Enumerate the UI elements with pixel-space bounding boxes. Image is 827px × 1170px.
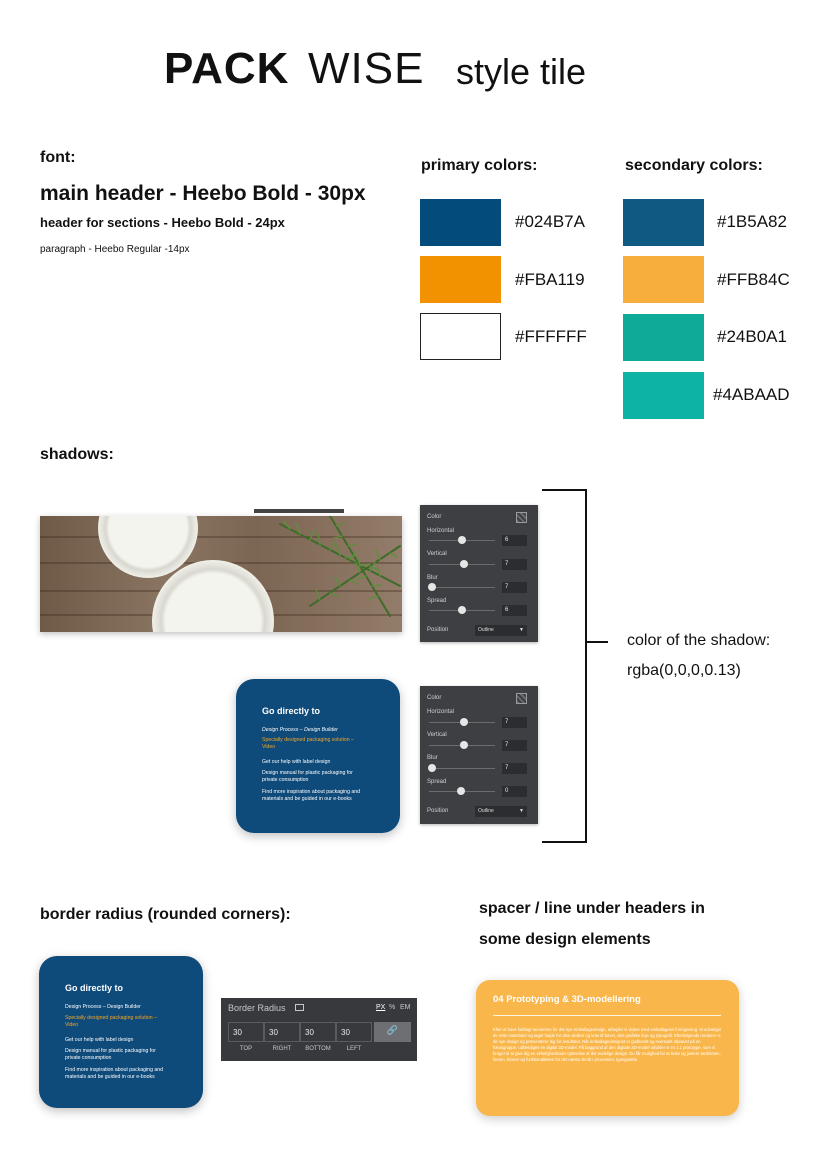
- unit-px-button[interactable]: PX: [376, 1004, 386, 1011]
- blur-label: Blur: [427, 575, 438, 581]
- card-link-highlight[interactable]: Video: [65, 1022, 79, 1028]
- border-radius-control: [221, 998, 417, 1061]
- card-link-highlight[interactable]: Specially designed packaging solution –: [262, 737, 354, 743]
- spread-input[interactable]: 0: [502, 786, 527, 797]
- radius-bottom-input[interactable]: 30: [300, 1022, 336, 1042]
- blur-slider-handle[interactable]: [428, 583, 436, 591]
- position-label: Position: [427, 627, 449, 633]
- spread-input[interactable]: 6: [502, 605, 527, 616]
- card-link-highlight[interactable]: Specially designed packaging solution –: [65, 1015, 157, 1021]
- card-title: Go directly to: [65, 983, 124, 993]
- position-select[interactable]: [475, 806, 527, 817]
- border-radius-heading: border radius (rounded corners):: [40, 906, 291, 923]
- position-label: Position: [427, 808, 449, 814]
- rosemary-icon: [270, 516, 402, 626]
- secondary-swatch: [623, 256, 704, 303]
- blur-slider[interactable]: [429, 587, 495, 588]
- radius-top-input[interactable]: 30: [228, 1022, 264, 1042]
- secondary-colors-heading: secondary colors:: [625, 157, 763, 174]
- vertical-slider-handle[interactable]: [460, 741, 468, 749]
- primary-hex: #FBA119: [515, 270, 585, 289]
- horizontal-input[interactable]: 6: [502, 535, 527, 546]
- spacer-heading: spacer / line under headers in: [479, 900, 705, 917]
- horizontal-label: Horizontal: [427, 709, 455, 715]
- page-subtitle: style tile: [456, 51, 587, 92]
- bracket-line: [540, 488, 600, 844]
- card-title: Go directly to: [262, 706, 321, 716]
- card-link[interactable]: Design Process – Design Builder: [65, 1004, 141, 1010]
- bracket-tick: [586, 641, 608, 643]
- chevron-down-icon: ▼: [519, 808, 524, 814]
- main-header-sample: main header - Heebo Bold - 30px: [40, 182, 366, 205]
- vertical-label: Vertical: [427, 551, 447, 557]
- shadow-settings-panel: [420, 686, 538, 824]
- vertical-input[interactable]: 7: [502, 559, 527, 570]
- shadow-example-photo: [40, 516, 402, 632]
- card-link[interactable]: Find more inspiration about packaging and: [262, 789, 361, 795]
- brand-name-light: WISE: [308, 44, 425, 93]
- shadow-color-note: color of the shadow:: [627, 632, 771, 649]
- card-link[interactable]: Get our help with label design: [262, 759, 331, 765]
- secondary-hex: #FFB84C: [717, 270, 790, 289]
- chevron-down-icon: ▼: [519, 627, 524, 633]
- vertical-label: Vertical: [427, 732, 447, 738]
- primary-swatch: [420, 313, 501, 360]
- card-link[interactable]: Get our help with label design: [65, 1037, 134, 1043]
- shadow-example-card: [236, 679, 400, 833]
- primary-hex: #FFFFFF: [515, 327, 587, 346]
- secondary-hex: #1B5A82: [717, 212, 787, 231]
- link-icon: 🔗: [386, 1025, 399, 1035]
- secondary-hex: #24B0A1: [717, 327, 787, 346]
- spread-label: Spread: [427, 598, 447, 604]
- color-label: Color: [427, 695, 442, 701]
- header-spacer-line: [493, 1015, 721, 1016]
- vertical-input[interactable]: 7: [502, 740, 527, 751]
- radius-bottom-label: BOTTOM: [305, 1046, 331, 1052]
- secondary-swatch: [623, 199, 704, 246]
- link-values-button[interactable]: [374, 1022, 411, 1042]
- primary-swatch: [420, 199, 501, 246]
- radius-right-label: RIGHT: [272, 1046, 292, 1052]
- card-link[interactable]: Find more inspiration about packaging and: [65, 1067, 164, 1073]
- font-heading: font:: [40, 149, 76, 166]
- color-picker-icon[interactable]: [516, 512, 527, 523]
- spread-slider-handle[interactable]: [458, 606, 466, 614]
- position-select[interactable]: [475, 625, 527, 636]
- vertical-slider-handle[interactable]: [460, 560, 468, 568]
- card-link[interactable]: private consumption: [262, 777, 309, 783]
- horizontal-slider-handle[interactable]: [460, 718, 468, 726]
- position-select-value: Outline: [478, 808, 494, 814]
- secondary-swatch: [623, 372, 704, 419]
- border-radius-example-card: [39, 956, 203, 1108]
- unit-percent-button[interactable]: %: [389, 1004, 396, 1011]
- blur-slider[interactable]: [429, 768, 495, 769]
- color-picker-icon[interactable]: [516, 693, 527, 704]
- blur-slider-handle[interactable]: [428, 764, 436, 772]
- card-link[interactable]: private consumption: [65, 1055, 112, 1061]
- radius-left-label: LEFT: [346, 1046, 362, 1052]
- card-link[interactable]: materials and be guided in our e-books: [65, 1074, 155, 1080]
- shadow-settings-panel: [420, 505, 538, 642]
- color-label: Color: [427, 514, 442, 520]
- card-link[interactable]: Design manual for plastic packaging for: [262, 770, 353, 776]
- paragraph-sample: paragraph - Heebo Regular -14px: [40, 244, 190, 255]
- card-title: 04 Prototyping & 3D-modellering: [493, 994, 641, 1005]
- unit-em-button[interactable]: EM: [400, 1004, 411, 1011]
- primary-swatch: [420, 256, 501, 303]
- image-handle: [254, 509, 344, 513]
- spread-label: Spread: [427, 779, 447, 785]
- card-paragraph: Efter at have fastlagt rammerne for det nye emballagedesign, arbejder vi videre med emballagens formgivning. Vi udvælger de rette materialer og tager højde for dine ønsker og krav til farver, den grafiske linje og typografi. Efterfølgende renderer vi dit nye design og præsenterer dig for resultatet. Når emballagedesignet er godkendt og eventuelt afprøvet på en fokusgruppe, udfærdiges en digital 3D-model. På baggrund af den digitale 3D-model udvikler vi en 1:1 prototype, som vi bruger til at give dig en virkelighedsnær oplevelse af det endelige design. Du får mulighed for at teste og justere tactiliteten, farven, former og funktionaliteten for det næste skridt i processen: Igangsætte.: [493, 1027, 722, 1062]
- brand-name-bold: PACK: [164, 44, 290, 93]
- radius-right-input[interactable]: 30: [264, 1022, 300, 1042]
- monitor-icon[interactable]: [295, 1004, 304, 1011]
- secondary-hex: #4ABAAD: [713, 385, 790, 404]
- spread-slider-handle[interactable]: [457, 787, 465, 795]
- card-link[interactable]: materials and be guided in our e-books: [262, 796, 352, 802]
- primary-colors-heading: primary colors:: [421, 157, 538, 174]
- card-link-highlight[interactable]: Video: [262, 744, 276, 750]
- blur-input[interactable]: 7: [502, 582, 527, 593]
- spacer-heading-line2: some design elements: [479, 931, 651, 948]
- section-header-sample: header for sections - Heebo Bold - 24px: [40, 215, 285, 230]
- position-select-value: Outline: [478, 627, 494, 633]
- blur-input[interactable]: 7: [502, 763, 527, 774]
- primary-hex: #024B7A: [515, 212, 585, 231]
- radius-top-label: TOP: [239, 1046, 253, 1052]
- spacer-example-card: [476, 980, 739, 1116]
- radius-left-input[interactable]: 30: [336, 1022, 372, 1042]
- card-link[interactable]: Design manual for plastic packaging for: [65, 1048, 156, 1054]
- shadow-color-value: rgba(0,0,0,0.13): [627, 662, 741, 679]
- horizontal-input[interactable]: 7: [502, 717, 527, 728]
- shadows-heading: shadows:: [40, 446, 114, 463]
- horizontal-slider-handle[interactable]: [458, 536, 466, 544]
- horizontal-label: Horizontal: [427, 528, 455, 534]
- card-link[interactable]: Design Process – Design Builder: [262, 727, 338, 733]
- blur-label: Blur: [427, 755, 438, 761]
- secondary-swatch: [623, 314, 704, 361]
- border-radius-title: Border Radius: [228, 1003, 286, 1013]
